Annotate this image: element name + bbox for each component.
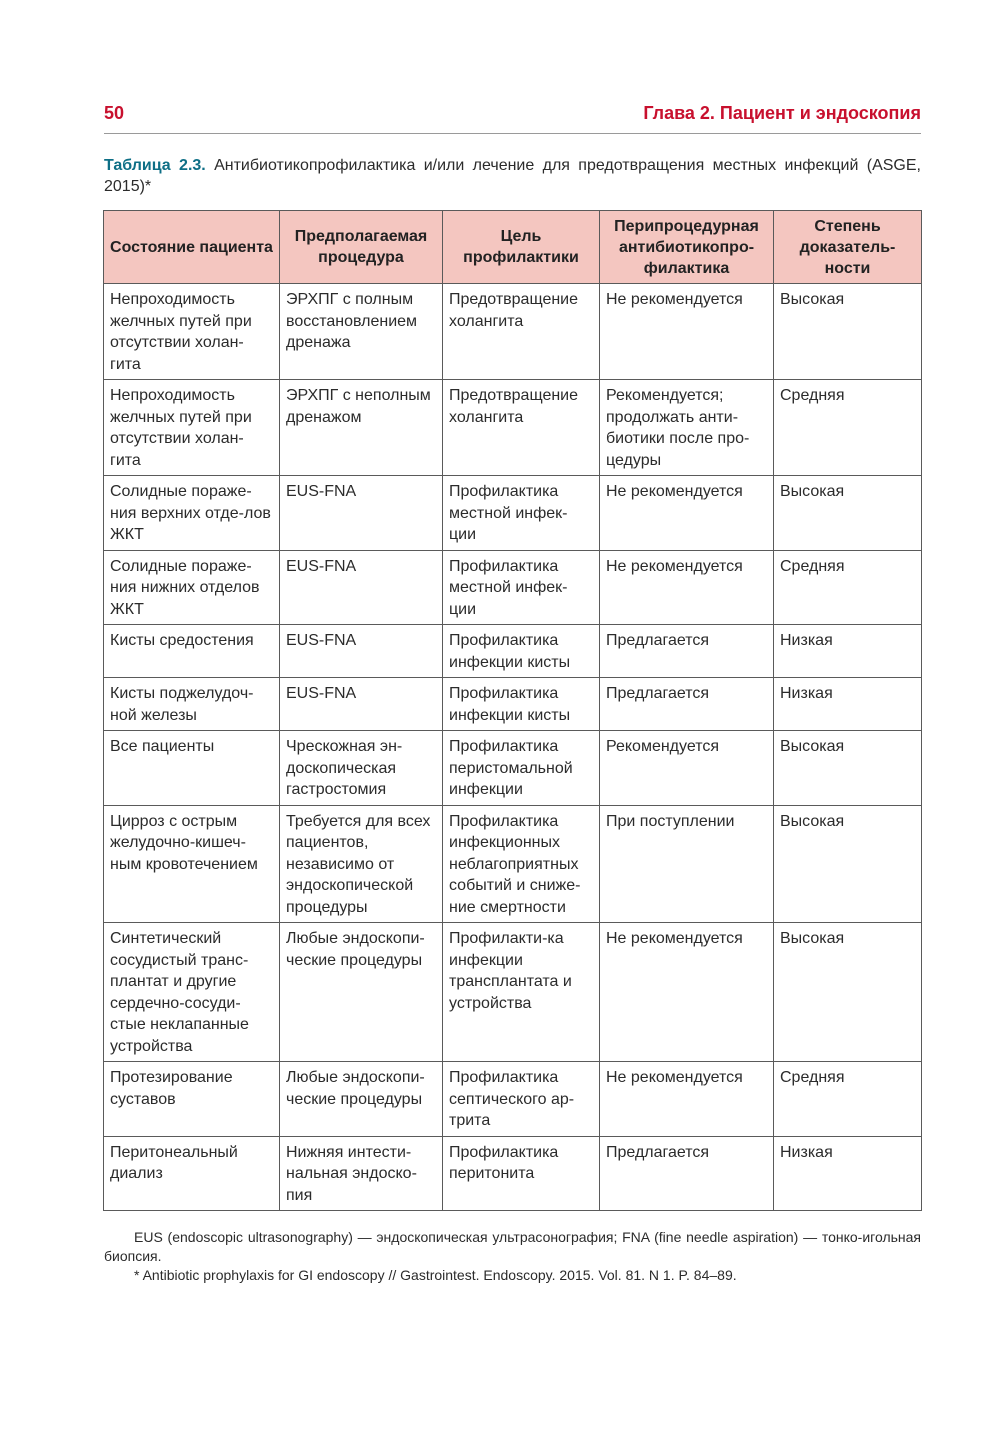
cell-procedure: Нижняя интести-нальная эндоско-пия [280, 1136, 443, 1211]
cell-prophylaxis-goal: Профилактика перистомальной инфекции [443, 731, 600, 806]
column-header-antibiotic-prophylaxis: Перипроцедурная антибиотикопро-филактика [600, 211, 774, 284]
cell-antibiotic-prophylaxis: Не рекомендуется [600, 476, 774, 551]
cell-procedure: Любые эндоскопи-ческие процедуры [280, 1062, 443, 1137]
cell-evidence-level: Низкая [774, 625, 922, 678]
column-header-procedure: Предполагаемая процедура [280, 211, 443, 284]
cell-patient-condition: Кисты поджелудоч-ной железы [104, 678, 280, 731]
table-row [104, 380, 922, 476]
cell-prophylaxis-goal: Профилакти-ка инфекции трансплантата и устройства [443, 923, 600, 1062]
cell-procedure: EUS-FNA [280, 625, 443, 678]
cell-evidence-level: Низкая [774, 1136, 922, 1211]
table-header-row [104, 211, 922, 284]
table-row [104, 923, 922, 1062]
cell-evidence-level: Высокая [774, 731, 922, 806]
cell-patient-condition: Кисты средостения [104, 625, 280, 678]
cell-antibiotic-prophylaxis: Не рекомендуется [600, 550, 774, 625]
column-header-prophylaxis-goal: Цель профилактики [443, 211, 600, 284]
cell-patient-condition: Все пациенты [104, 731, 280, 806]
cell-procedure: Требуется для всех пациентов, независимо от эндоскопической процедуры [280, 805, 443, 923]
chapter-title: Глава 2. Пациент и эндоскопия [643, 103, 921, 123]
cell-procedure: EUS-FNA [280, 476, 443, 551]
cell-patient-condition: Протезирование суставов [104, 1062, 280, 1137]
cell-procedure: Чрескожная эн-доскопическая гастростомия [280, 731, 443, 806]
cell-prophylaxis-goal: Предотвращение холангита [443, 380, 600, 476]
cell-procedure: EUS-FNA [280, 550, 443, 625]
cell-evidence-level: Высокая [774, 284, 922, 380]
cell-prophylaxis-goal: Предотвращение холангита [443, 284, 600, 380]
cell-evidence-level: Высокая [774, 476, 922, 551]
cell-evidence-level: Высокая [774, 923, 922, 1062]
table-row [104, 625, 922, 678]
cell-patient-condition: Солидные пораже-ния нижних отделов ЖКТ [104, 550, 280, 625]
page-header [104, 103, 921, 134]
table-row [104, 1136, 922, 1211]
cell-prophylaxis-goal: Профилактика местной инфек-ции [443, 476, 600, 551]
cell-antibiotic-prophylaxis: Рекомендуется [600, 731, 774, 806]
column-header-evidence-level: Степень доказатель-ности [774, 211, 922, 284]
table-caption-text: Антибиотикопрофилактика и/или лечение для предотвращения местных инфекций (ASGE, 2015)* [104, 157, 921, 195]
table-row [104, 476, 922, 551]
cell-antibiotic-prophylaxis: Рекомендуется; продолжать анти-биотики после про-цедуры [600, 380, 774, 476]
cell-prophylaxis-goal: Профилактика перитонита [443, 1136, 600, 1211]
table-body [104, 284, 922, 1211]
column-header-patient-condition: Состояние пациента [104, 211, 280, 284]
cell-antibiotic-prophylaxis: При поступлении [600, 805, 774, 923]
cell-evidence-level: Высокая [774, 805, 922, 923]
table-caption [104, 155, 921, 197]
cell-antibiotic-prophylaxis: Не рекомендуется [600, 923, 774, 1062]
cell-procedure: Любые эндоскопи-ческие процедуры [280, 923, 443, 1062]
cell-antibiotic-prophylaxis: Предлагается [600, 1136, 774, 1211]
cell-prophylaxis-goal: Профилактика септического ар-трита [443, 1062, 600, 1137]
cell-prophylaxis-goal: Профилактика инфекции кисты [443, 625, 600, 678]
cell-patient-condition: Непроходимость желчных путей при отсутствии холан-гита [104, 380, 280, 476]
table-row [104, 284, 922, 380]
cell-prophylaxis-goal: Профилактика местной инфек-ции [443, 550, 600, 625]
cell-antibiotic-prophylaxis: Не рекомендуется [600, 1062, 774, 1137]
table-notes [104, 1228, 921, 1285]
cell-patient-condition: Солидные пораже-ния верхних отде-лов ЖКТ [104, 476, 280, 551]
cell-evidence-level: Низкая [774, 678, 922, 731]
abbreviation-note: EUS (endoscopic ultrasonography) — эндоскопическая ультрасонография; FNA (fine needle aspiration) — тонко-игольная биопсия. [104, 1229, 921, 1264]
cell-patient-condition: Цирроз с острым желудочно-кишеч-ным кровотечением [104, 805, 280, 923]
page-number: 50 [104, 103, 125, 123]
cell-prophylaxis-goal: Профилактика инфекции кисты [443, 678, 600, 731]
cell-patient-condition: Синтетический сосудистый транс-плантат и другие сердечно-сосуди-стые неклапанные устройства [104, 923, 280, 1062]
cell-antibiotic-prophylaxis: Предлагается [600, 625, 774, 678]
antibiotic-prophylaxis-table [103, 210, 922, 1211]
cell-procedure: ЭРХПГ с неполным дренажом [280, 380, 443, 476]
table-row [104, 731, 922, 806]
cell-patient-condition: Непроходимость желчных путей при отсутствии холан-гита [104, 284, 280, 380]
cell-antibiotic-prophylaxis: Не рекомендуется [600, 284, 774, 380]
cell-evidence-level: Средняя [774, 550, 922, 625]
antibiotic-table-container [103, 210, 921, 1211]
cell-procedure: ЭРХПГ с полным восстановлением дренажа [280, 284, 443, 380]
table-caption-label: Таблица 2.3. [104, 157, 206, 174]
table-row [104, 550, 922, 625]
table-row [104, 1062, 922, 1137]
table-row [104, 678, 922, 731]
cell-antibiotic-prophylaxis: Предлагается [600, 678, 774, 731]
cell-prophylaxis-goal: Профилактика инфекционных неблагоприятных событий и сниже-ние смертности [443, 805, 600, 923]
cell-patient-condition: Перитонеальный диализ [104, 1136, 280, 1211]
table-row [104, 805, 922, 923]
cell-evidence-level: Средняя [774, 380, 922, 476]
cell-evidence-level: Средняя [774, 1062, 922, 1137]
reference-footnote: * Antibiotic prophylaxis for GI endoscopy // Gastrointest. Endoscopy. 2015. Vol. 81. N 1. P. 84–89. [134, 1267, 737, 1283]
cell-procedure: EUS-FNA [280, 678, 443, 731]
